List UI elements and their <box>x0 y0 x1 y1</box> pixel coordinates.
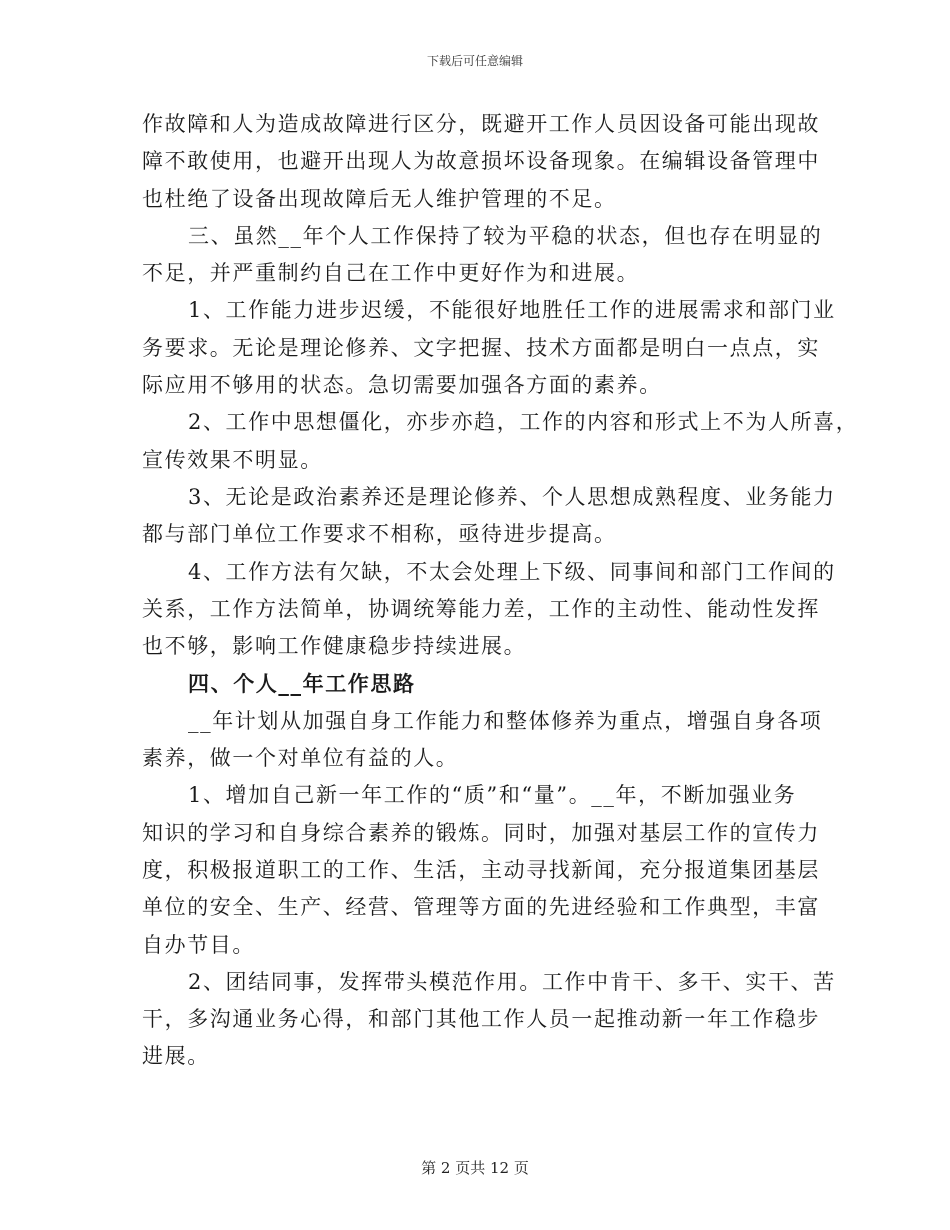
text-line: 也杜绝了设备出现故障后无人维护管理的不足。 <box>142 186 617 211</box>
document-body <box>142 106 859 1076</box>
text-line: 宣传效果不明显。 <box>142 447 323 472</box>
text-line: 三、虽然__年个人工作保持了较为平稳的状态，但也存在明显的 <box>188 223 823 248</box>
text-line: 际应用不够用的状态。急切需要加强各方面的素养。 <box>142 373 662 398</box>
text-line: 也不够，影响工作健康稳步持续进展。 <box>142 634 527 659</box>
text-line: 3、无论是政治素养还是理论修养、个人思想成熟程度、业务能力 <box>188 484 836 509</box>
text-line: 障不敢使用，也避开出现人为故意损坏设备现象。在编辑设备管理中 <box>142 149 820 174</box>
text-line: 2、团结同事，发挥带头模范作用。工作中肯干、多干、实干、苦 <box>188 969 836 994</box>
text-line: 关系，工作方法简单，协调统筹能力差，工作的主动性、能动性发挥 <box>142 596 820 621</box>
text-line: 都与部门单位工作要求不相称，亟待进步提高。 <box>142 522 617 547</box>
text-line: 自办节目。 <box>142 932 255 957</box>
page-header: 下载后可任意编辑 <box>426 54 523 68</box>
page-footer: 第 2 页共 12 页 <box>421 1159 529 1177</box>
text-line: 2、工作中思想僵化，亦步亦趋，工作的内容和形式上不为人所喜， <box>188 410 859 435</box>
text-line: 度，积极报道职工的工作、生活，主动寻找新闻，充分报道集团基层 <box>142 857 820 882</box>
text-line: 1、工作能力进步迟缓，不能很好地胜任工作的进展需求和部门业 <box>188 298 836 323</box>
section-heading: 四、个人__年工作思路 <box>188 671 416 697</box>
text-line: 作故障和人为造成故障进行区分，既避开工作人员因设备可能出现故 <box>142 112 820 136</box>
text-line: 务要求。无论是理论修养、文字把握、技术方面都是明白一点点，实 <box>142 335 820 360</box>
text-line: 进展。 <box>142 1044 210 1069</box>
text-line: __年计划从加强自身工作能力和整体修养为重点，增强自身各项 <box>188 708 823 733</box>
text-line: 素养，做一个对单位有益的人。 <box>142 746 459 771</box>
text-line: 4、工作方法有欠缺，不太会处理上下级、同事间和部门工作间的 <box>188 559 836 584</box>
text-line: 不足，并严重制约自己在工作中更好作为和进展。 <box>142 261 640 286</box>
text-line: 知识的学习和自身综合素养的锻炼。同时，加强对基层工作的宣传力 <box>142 820 820 845</box>
text-line: 1、增加自己新一年工作的“质”和“量”。__年，不断加强业务 <box>188 783 797 808</box>
text-line: 干，多沟通业务心得，和部门其他工作人员一起推动新一年工作稳步 <box>142 1007 820 1032</box>
text-line: 单位的安全、生产、经营、管理等方面的先进经验和工作典型，丰富 <box>142 895 820 920</box>
